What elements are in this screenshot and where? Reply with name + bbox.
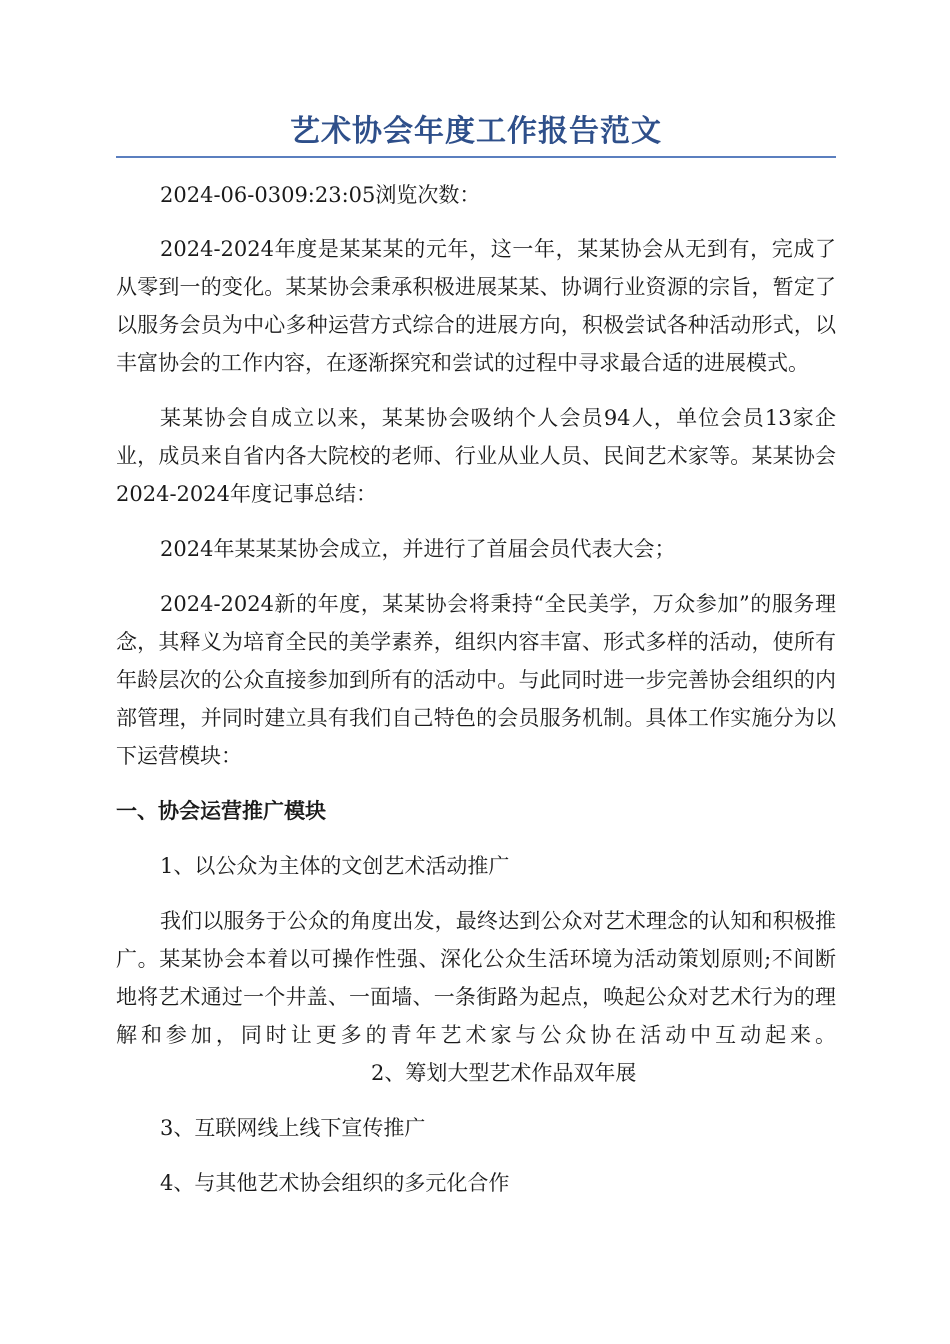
publish-meta: 2024-06-0309:23:05浏览次数：: [160, 183, 481, 207]
paragraph-founding: 2024年某某某协会成立，并进行了首届会员代表大会；: [160, 537, 676, 561]
list-item-1-body-text: 我们以服务于公众的角度出发，最终达到公众对艺术理念的认知和积极推广。某某协会本着以可操作性强、深化公众生活环境为活动策划原则;不间断地将艺术通过一个井盖、一面墙、一条街路为起点，唤起公众对艺术行为的理解和参加，同时让更多的青年艺术家与公众协在活动中互动起来。: [116, 909, 836, 1047]
document-page: [116, 112, 836, 1219]
document-title: 艺术协会年度工作报告范文: [290, 114, 662, 149]
paragraph-plan: 2024-2024新的年度，某某协会将秉持“全民美学，万众参加”的服务理念，其释义为培育全民的美学素养，组织内容丰富、形式多样的活动，使所有年龄层次的公众直接参加到所有的活动中。与此同时进一步完善协会组织的内部管理，并同时建立具有我们自己特色的会员服务机制。具体工作实施分为以下运营模块：: [116, 592, 836, 768]
paragraph-membership: 某某协会自成立以来，某某协会吸纳个人会员94人，单位会员13家企业，成员来自省内各大院校的老师、行业从业人员、民间艺术家等。某某协会2024-2024年度记事总结：: [116, 406, 836, 506]
list-item-3: 3、互联网线上线下宣传推广: [160, 1116, 426, 1140]
paragraph-intro: 2024-2024年度是某某某的元年，这一年，某某协会从无到有，完成了从零到一的变化。某某协会秉承积极进展某某、协调行业资源的宗旨，暂定了以服务会员为中心多种运营方式综合的进展方向，积极尝试各种活动形式，以丰富协会的工作内容，在逐渐探究和尝试的过程中寻求最合适的进展模式。: [116, 237, 836, 375]
list-item-4: 4、与其他艺术协会组织的多元化合作: [160, 1171, 510, 1195]
list-item-1: 1、以公众为主体的文创艺术活动推广: [160, 854, 510, 878]
list-item-1-body: [116, 902, 836, 1092]
title-underline: [116, 156, 836, 158]
list-item-2: 2、筹划大型艺术作品双年展: [371, 1061, 637, 1085]
section-heading: 一、协会运营推广模块: [116, 799, 326, 823]
